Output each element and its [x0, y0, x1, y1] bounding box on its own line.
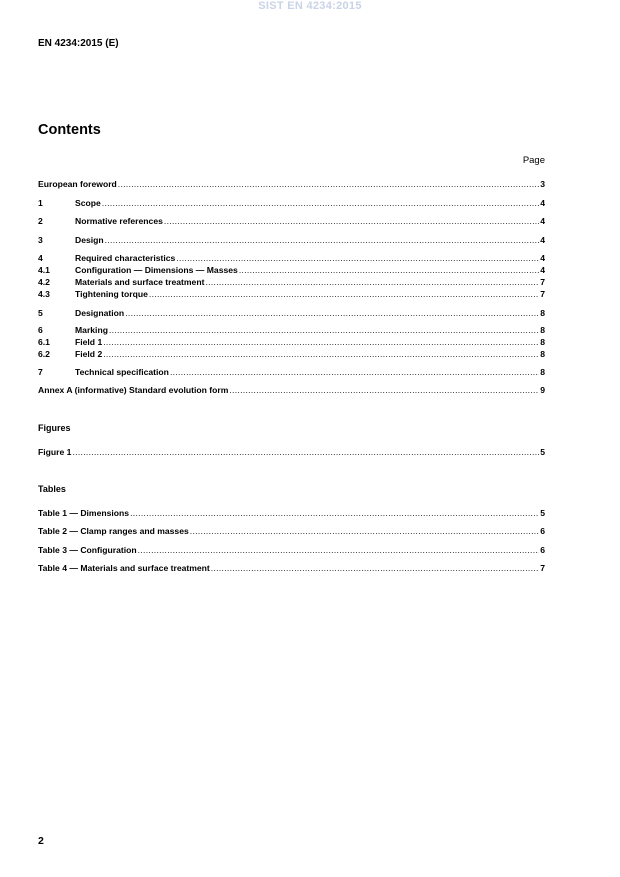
- dot-leader: [149, 289, 539, 300]
- table-entry[interactable]: [38, 526, 545, 537]
- toc-entry-number: 4.2: [38, 277, 50, 287]
- figure-entry[interactable]: [38, 447, 545, 458]
- toc-entry[interactable]: [38, 349, 545, 360]
- dot-leader: [72, 447, 539, 458]
- toc-entry-label: European foreword: [38, 179, 117, 189]
- dot-leader: [109, 325, 539, 336]
- toc-entry-label: Designation: [75, 308, 125, 318]
- toc-entry[interactable]: [38, 277, 545, 288]
- toc-entry[interactable]: [38, 265, 545, 276]
- toc-entry[interactable]: [38, 325, 545, 336]
- dot-leader: [229, 385, 539, 396]
- table-entry-label: Table 2 — Clamp ranges and masses: [38, 526, 189, 536]
- figures-heading: Figures: [38, 423, 71, 433]
- table-entry-label: Table 3 — Configuration: [38, 545, 137, 555]
- toc-entry-page: 7: [540, 277, 545, 287]
- toc-entry-number: 7: [38, 367, 43, 377]
- contents-title: Contents: [38, 122, 101, 138]
- toc-entry[interactable]: [38, 216, 545, 227]
- toc-entry-number: 4: [38, 253, 43, 263]
- toc-entry-label: Design: [75, 235, 104, 245]
- dot-leader: [103, 349, 539, 360]
- table-entry[interactable]: [38, 508, 545, 519]
- toc-entry-number: 6.1: [38, 337, 50, 347]
- dot-leader: [138, 545, 540, 556]
- toc-entry[interactable]: [38, 289, 545, 300]
- toc-entry[interactable]: [38, 367, 545, 378]
- toc-entry[interactable]: [38, 198, 545, 209]
- toc-entry-number: 3: [38, 235, 43, 245]
- table-entry-page: 6: [540, 526, 545, 536]
- dot-leader: [170, 367, 539, 378]
- table-entry[interactable]: [38, 563, 545, 574]
- dot-leader: [176, 253, 539, 264]
- dot-leader: [118, 179, 539, 190]
- toc-entry-label: Field 2: [75, 349, 103, 359]
- toc-entry-label: Technical specification: [75, 367, 169, 377]
- toc-entry-number: 6.2: [38, 349, 50, 359]
- dot-leader: [102, 198, 539, 209]
- toc-entry-number: 6: [38, 325, 43, 335]
- toc-entry-page: 4: [540, 253, 545, 263]
- toc-entry-page: 7: [540, 289, 545, 299]
- toc-entry[interactable]: [38, 308, 545, 319]
- toc-entry-label: Required characteristics: [75, 253, 176, 263]
- toc-entry-number: 1: [38, 198, 43, 208]
- toc-entry-page: 8: [540, 325, 545, 335]
- toc-entry[interactable]: [38, 179, 545, 190]
- toc-entry-label: Annex A (informative) Standard evolution form: [38, 385, 229, 395]
- dot-leader: [190, 526, 539, 537]
- toc-entry-number: 4.1: [38, 265, 50, 275]
- dot-leader: [130, 508, 539, 519]
- toc-entry-page: 3: [540, 179, 545, 189]
- toc-entry-number: 4.3: [38, 289, 50, 299]
- toc-entry-label: Normative references: [75, 216, 163, 226]
- toc-entry-label: Configuration — Dimensions — Masses: [75, 265, 238, 275]
- toc-entry-page: 8: [540, 337, 545, 347]
- dot-leader: [105, 235, 540, 246]
- toc-entry-page: 4: [540, 265, 545, 275]
- toc-entry-label: Field 1: [75, 337, 103, 347]
- toc-entry-label: Materials and surface treatment: [75, 277, 205, 287]
- figure-entry-label: Figure 1: [38, 447, 72, 457]
- toc-entry-page: 4: [540, 198, 545, 208]
- table-entry[interactable]: [38, 545, 545, 556]
- table-entry-label: Table 1 — Dimensions: [38, 508, 130, 518]
- page-column-label: Page: [522, 155, 545, 166]
- toc-entry[interactable]: [38, 385, 545, 396]
- toc-entry-number: 2: [38, 216, 43, 226]
- table-entry-label: Table 4 — Materials and surface treatment: [38, 563, 210, 573]
- toc-entry-page: 4: [540, 216, 545, 226]
- toc-entry[interactable]: [38, 235, 545, 246]
- toc-entry-page: 9: [540, 385, 545, 395]
- toc-entry-page: 8: [540, 308, 545, 318]
- dot-leader: [125, 308, 539, 319]
- page-number: 2: [38, 835, 44, 847]
- tables-heading: Tables: [38, 484, 66, 494]
- table-entry-page: 5: [540, 508, 545, 518]
- toc-entry-page: 8: [540, 367, 545, 377]
- figure-entry-page: 5: [540, 447, 545, 457]
- toc-entry[interactable]: [38, 253, 545, 264]
- toc-entry-label: Scope: [75, 198, 101, 208]
- dot-leader: [239, 265, 539, 276]
- dot-leader: [103, 337, 539, 348]
- table-entry-page: 6: [540, 545, 545, 555]
- toc-entry-page: 8: [540, 349, 545, 359]
- toc-entry-number: 5: [38, 308, 43, 318]
- watermark: SIST EN 4234:2015: [258, 0, 362, 12]
- toc-entry[interactable]: [38, 337, 545, 348]
- toc-entry-label: Marking: [75, 325, 108, 335]
- dot-leader: [211, 563, 539, 574]
- toc-entry-page: 4: [540, 235, 545, 245]
- dot-leader: [205, 277, 539, 288]
- dot-leader: [164, 216, 539, 227]
- table-entry-page: 7: [540, 563, 545, 573]
- toc-entry-label: Tightening torque: [75, 289, 148, 299]
- document-id: EN 4234:2015 (E): [38, 38, 119, 49]
